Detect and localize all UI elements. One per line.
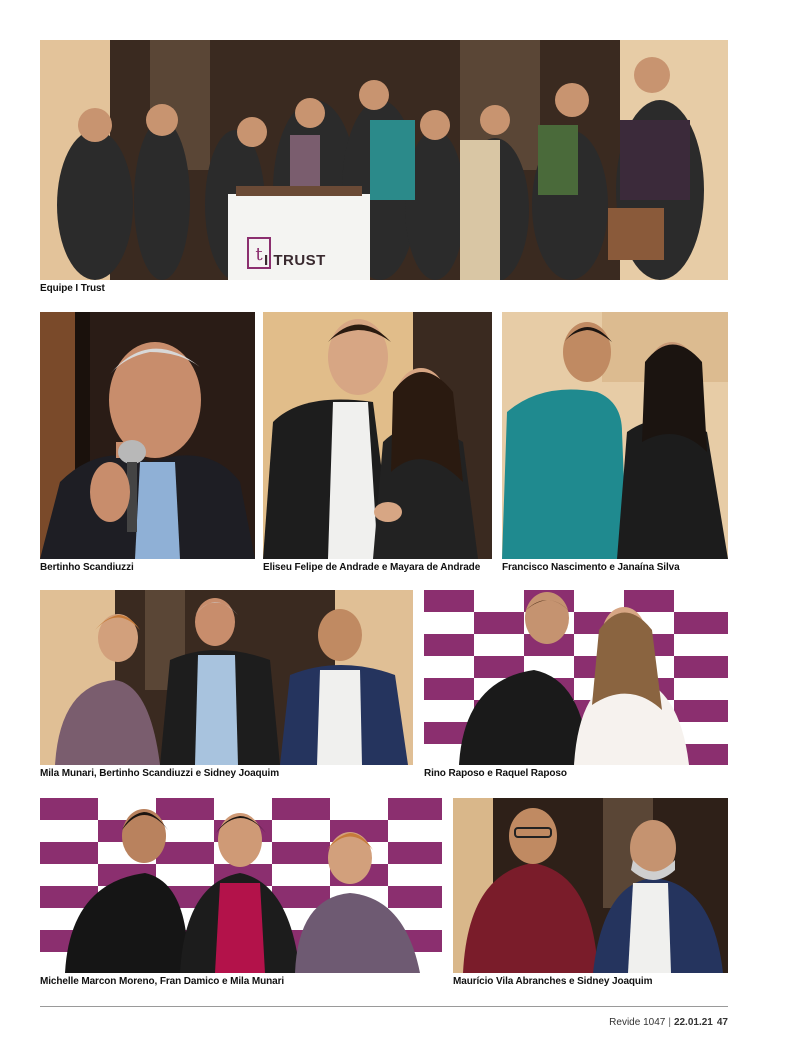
photo-equipe-i-trust <box>40 40 728 280</box>
caption-mauricio: Maurício Vila Abranches e Sidney Joaquim <box>453 976 653 987</box>
caption-eliseu: Eliseu Felipe de Andrade e Mayara de Andrade <box>263 562 481 573</box>
page-folio <box>609 1017 728 1028</box>
magazine-issue: Revide 1047 <box>609 1017 666 1028</box>
footer-rule <box>40 1006 728 1007</box>
caption-mila-trio: Mila Munari, Bertinho Scandiuzzi e Sidney Joaquim <box>40 768 280 779</box>
banner-logo <box>264 252 334 282</box>
photo-mila-trio <box>40 590 413 765</box>
folio-separator: | <box>668 1017 671 1028</box>
caption-michelle: Michelle Marcon Moreno, Fran Damico e Mila Munari <box>40 976 285 987</box>
page-number: 47 <box>716 1017 728 1028</box>
photo-mauricio <box>453 798 728 973</box>
caption-equipe: Equipe I Trust <box>40 283 105 294</box>
caption-bertinho: Bertinho Scandiuzzi <box>40 562 134 573</box>
caption-rino: Rino Raposo e Raquel Raposo <box>424 768 567 779</box>
photo-rino <box>424 590 728 765</box>
photo-michelle <box>40 798 442 973</box>
issue-date: 22.01.21 <box>673 1017 713 1028</box>
banner-text: I TRUST <box>264 252 326 269</box>
photo-eliseu <box>263 312 492 559</box>
svg-text:t: t <box>255 244 263 265</box>
caption-francisco: Francisco Nascimento e Janaína Silva <box>502 562 680 573</box>
photo-bertinho <box>40 312 255 559</box>
photo-francisco <box>502 312 728 559</box>
